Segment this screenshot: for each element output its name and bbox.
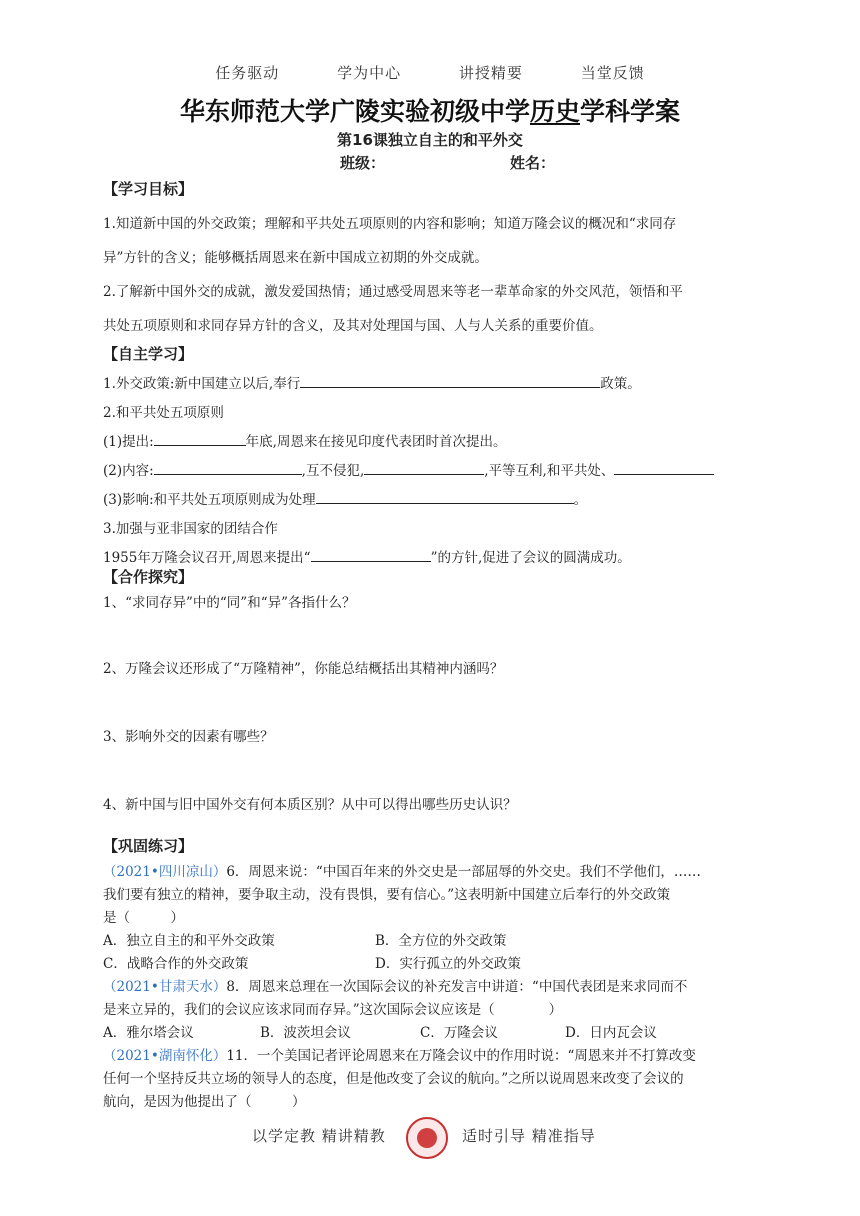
coop-heading: 【合作探究】 xyxy=(103,568,194,586)
goal-line: 共处五项原则和求同存异方针的含义，及其对处理国与国、人与人关系的重要价值。 xyxy=(103,318,603,334)
question-source: （2021•四川凉山） xyxy=(103,864,227,880)
self-line-4: (2)内容: ,互不侵犯, ,平等互利,和平共处、 xyxy=(103,459,714,479)
question-6-line-3: 是（ ） xyxy=(103,910,184,926)
self-line-1: 1.外交政策:新中国建立以后,奉行 政策。 xyxy=(103,372,641,392)
motto-item: 当堂反馈 xyxy=(580,64,645,82)
goal-line: 1.知道新中国的外交政策；理解和平共处五项原则的内容和影响；知道万隆会议的概况和“求同存 xyxy=(103,216,677,232)
question-11-line-3: 航向，是因为他提出了（ ） xyxy=(103,1094,306,1110)
question-6-line-1: （2021•四川凉山）6．周恩来说：“中国百年来的外交史是一部屈辱的外交史。我们不学他们，…… xyxy=(103,864,701,880)
subject-name: 历史 xyxy=(529,97,580,126)
motto-item: 讲授精要 xyxy=(458,64,523,82)
fill-blank[interactable] xyxy=(154,431,246,446)
footer-left: 以学定教 精讲精教 xyxy=(252,1127,386,1145)
option-c: C．万隆会议 xyxy=(420,1025,498,1041)
option-b: B．全方位的外交政策 xyxy=(375,933,507,949)
self-line-7: 1955年万隆会议召开,周恩来提出“ ”的方针,促进了会议的圆满成功。 xyxy=(103,546,631,566)
self-line-6: 3.加强与亚非国家的团结合作 xyxy=(103,521,278,537)
lesson-title: 第16课独立自主的和平外交 xyxy=(337,131,523,149)
question-source: （2021•湖南怀化） xyxy=(103,1048,227,1064)
page-title: 华东师范大学广陵实验初级中学历史学科学案 xyxy=(179,97,681,126)
school-seal-icon xyxy=(406,1117,448,1159)
fill-blank[interactable] xyxy=(316,489,574,504)
option-a: A．独立自主的和平外交政策 xyxy=(103,933,275,949)
option-b: B．波茨坦会议 xyxy=(260,1025,351,1041)
motto-item: 任务驱动 xyxy=(215,64,280,82)
coop-question-4: 4、新中国与旧中国外交有何本质区别？从中可以得出哪些历史认识？ xyxy=(103,797,517,813)
goal-line: 异”方针的含义；能够概括周恩来在新中国成立初期的外交成就。 xyxy=(103,250,488,266)
option-d: D．实行孤立的外交政策 xyxy=(375,956,521,972)
header-motto xyxy=(0,62,860,83)
question-6-line-2: 我们要有独立的精神，要争取主动，没有畏惧，要有信心。”这表明新中国建立后奉行的外交政策 xyxy=(103,887,671,903)
self-line-2: 2.和平共处五项原则 xyxy=(103,405,224,421)
class-label: 班级： xyxy=(340,154,386,172)
option-c: C．战略合作的外交政策 xyxy=(103,956,249,972)
question-source: （2021•甘肃天水） xyxy=(103,979,227,995)
question-8-line-1: （2021•甘肃天水）8．周恩来总理在一次国际会议的补充发言中讲道：“中国代表团是来求同而不 xyxy=(103,979,688,995)
fill-blank[interactable] xyxy=(300,373,600,388)
practice-heading: 【巩固练习】 xyxy=(103,837,194,855)
name-label: 姓名： xyxy=(510,154,556,172)
self-line-5: (3)影响:和平共处五项原则成为处理 。 xyxy=(103,488,587,508)
coop-question-2: 2、万隆会议还形成了“万隆精神”，你能总结概括出其精神内涵吗？ xyxy=(103,661,504,677)
coop-question-1: 1、“求同存异”中的“同”和“异”各指什么？ xyxy=(103,595,356,611)
motto-item: 学为中心 xyxy=(337,64,402,82)
option-d: D．日内瓦会议 xyxy=(565,1025,657,1041)
fill-blank[interactable] xyxy=(311,547,431,562)
question-8-line-2: 是来立异的，我们的会议应该求同而存异。”这次国际会议应该是（ ） xyxy=(103,1002,563,1018)
question-11-line-2: 任何一个坚持反共立场的领导人的态度，但是他改变了会议的航向。”之所以说周恩来改变了会议的 xyxy=(103,1071,684,1087)
coop-question-3: 3、影响外交的因素有哪些？ xyxy=(103,729,274,745)
goal-line: 2.了解新中国外交的成就，激发爱国热情；通过感受周恩来等老一辈革命家的外交风范，领悟和平 xyxy=(103,284,683,300)
self-line-3: (1)提出: 年底,周恩来在接见印度代表团时首次提出。 xyxy=(103,430,506,450)
fill-blank[interactable] xyxy=(364,460,484,475)
self-study-heading: 【自主学习】 xyxy=(103,345,194,363)
fill-blank[interactable] xyxy=(154,460,302,475)
question-11-line-1: （2021•湖南怀化）11．一个美国记者评论周恩来在万隆会议中的作用时说：“周恩来并不打算改变 xyxy=(103,1048,696,1064)
goals-heading: 【学习目标】 xyxy=(103,180,194,198)
option-a: A．雅尔塔会议 xyxy=(103,1025,194,1041)
fill-blank[interactable] xyxy=(614,460,714,475)
footer-right: 适时引导 精准指导 xyxy=(462,1127,596,1145)
